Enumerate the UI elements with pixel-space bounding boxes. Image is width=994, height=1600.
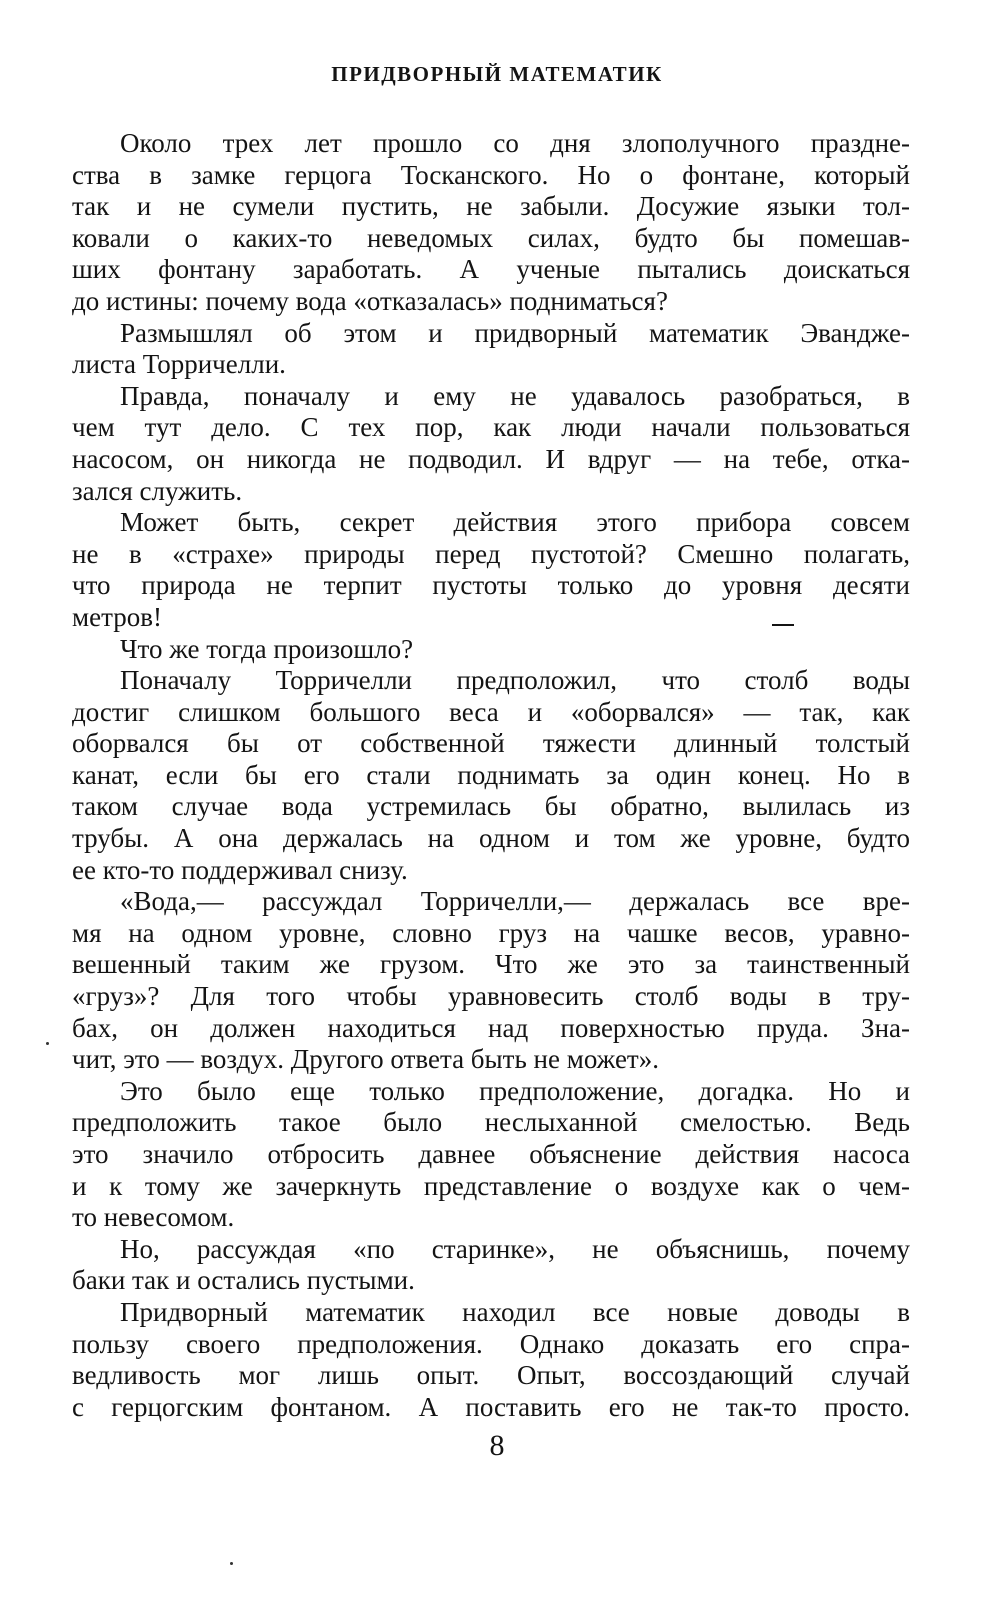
text-line: чем тут дело. С тех пор, как люди начали пользоваться [72,412,910,443]
text-line: достиг слишком большого веса и «оборвался» — так, как [72,696,910,727]
text-line: ковали о каких-то неведомых силах, будто бы помешав- [72,222,910,253]
text-line: ших фонтану заработать. А ученые пытались доискаться [72,254,910,285]
text-line: таком случае вода устремилась бы обратно, вылилась из [72,791,910,822]
text-line: это значило отбросить давнее объяснение действия насоса [72,1139,910,1169]
stray-speck [230,1562,233,1565]
text-line: не в «страхе» природы перед пустотой? Смешно полагать, [72,538,910,569]
text-line: насосом, он никогда не подводил. И вдруг — на тебе, отка- [72,443,910,474]
body-text [72,128,910,1423]
text-line: и к тому же зачеркнуть представление о воздухе как о чем- [72,1170,910,1201]
text-line: Может быть, секрет действия этого прибора совсем [120,507,910,538]
text-line: Что же тогда произошло? [120,633,414,664]
text-line: Размышлял об этом и придворный математик Эвандже- [120,317,910,348]
text-line: мя на одном уровне, словно груз на чашке весов, уравно- [72,917,910,948]
text-line: Но, рассуждая «по старинке», не объяснишь, почему [120,1233,910,1264]
text-line: с герцогским фонтаном. А поставить его не так-то просто. [72,1391,910,1422]
chapter-title: ПРИДВОРНЫЙ МАТЕМАТИК [331,62,663,86]
text-line: «Вода,— рассуждал Торричелли,— держалась все вре- [120,886,910,917]
text-line: пользу своего предположения. Однако доказать его спра- [72,1328,910,1359]
text-line: «груз»? Для того чтобы уравновесить столб воды в тру- [72,981,910,1012]
text-line: чит, это — воздух. Другого ответа быть не может». [72,1044,659,1075]
text-line: до истины: почему вода «отказалась» подниматься? [72,285,668,316]
stray-dash-mark [772,624,794,626]
text-line: вешенный таким же грузом. Что же это за таинственный [72,949,910,980]
text-line: метров! [72,601,162,632]
text-line: трубы. А она держалась на одном и том же уровне, будто [72,823,910,854]
text-line: канат, если бы его стали поднимать за один конец. Но в [72,759,910,790]
stray-speck [46,1042,49,1045]
text-line: ее кто-то поддерживал снизу. [72,854,408,885]
page-number: 8 [489,1429,505,1462]
text-line: Правда, поначалу и ему не удавалось разобраться, в [120,380,910,411]
text-line: Это было еще только предположение, догадка. Но и [120,1075,910,1106]
text-line: что природа не терпит пустоты только до уровня десяти [72,570,910,601]
text-line: Поначалу Торричелли предположил, что столб воды [120,665,910,696]
text-line: ведливость мог лишь опыт. Опыт, воссоздающий случай [72,1360,910,1391]
text-line: бах, он должен находиться над поверхностью пруда. Зна- [72,1012,910,1043]
text-line: листа Торричелли. [72,349,286,380]
text-line: оборвался бы от собственной тяжести длинный толстый [72,728,910,759]
text-line: зался служить. [72,475,243,506]
text-line: Придворный математик находил все новые доводы в [120,1296,910,1327]
text-line: предположить такое было неслыханной смелостью. Ведь [72,1107,910,1138]
text-line: баки так и остались пустыми. [72,1265,415,1296]
text-line: так и не сумели пустить, не забыли. Досужие языки тол- [72,191,910,222]
text-line: то невесомом. [72,1202,235,1233]
text-line: ства в замке герцога Тосканского. Но о фонтане, который [72,159,910,190]
text-line: Около трех лет прошло со дня злополучного праздне- [120,128,910,158]
